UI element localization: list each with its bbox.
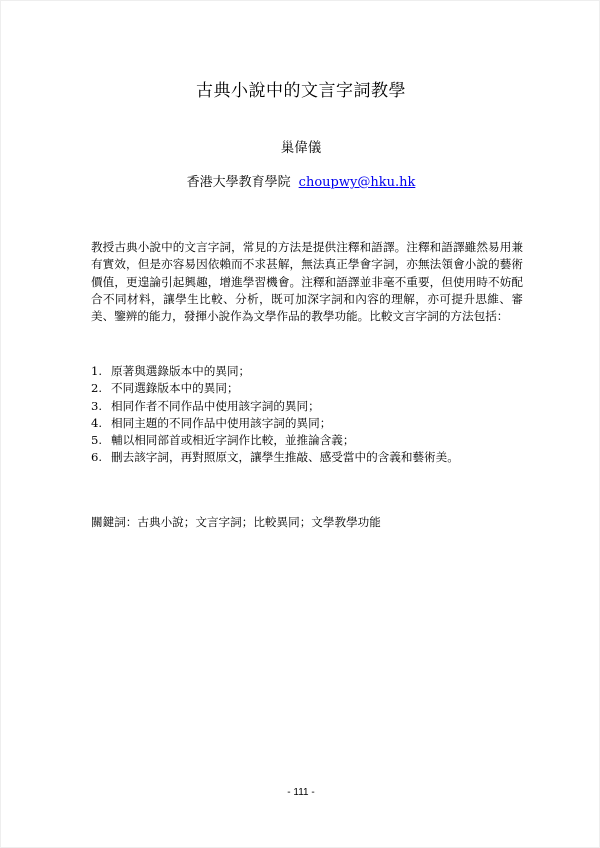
list-item-text: 原著與選錄版本中的異同； — [111, 364, 251, 378]
list-item-text: 輔以相同部首或相近字詞作比較，並推論含義； — [111, 433, 355, 448]
list-item — [91, 415, 523, 432]
author-email-link[interactable]: choupwy@hku.hk — [298, 175, 416, 190]
list-item-text: 相同作者不同作品中使用該字詞的異同； — [111, 398, 320, 413]
list-item-number: 1. — [91, 364, 103, 378]
paper-title: 古典小說中的文言字詞教學 — [196, 81, 406, 101]
page-number: - 111 - — [287, 787, 315, 798]
list-item — [91, 432, 523, 449]
method-list — [91, 363, 523, 467]
list-item-number: 6. — [91, 450, 103, 465]
list-item-number: 4. — [91, 415, 103, 430]
list-item — [91, 398, 523, 415]
list-item-number: 2. — [91, 381, 103, 396]
list-item — [91, 449, 523, 466]
institution-name: 香港大學教育學院 — [186, 175, 291, 190]
keywords-line: 關鍵詞：古典小說；文言字詞；比較異同；文學教學功能 — [91, 515, 381, 529]
list-item-text: 不同選錄版本中的異同； — [111, 381, 239, 396]
list-item-number: 3. — [91, 398, 103, 413]
author-affiliation — [1, 174, 600, 192]
abstract-paragraph: 教授古典小說中的文言字詞，常見的方法是提供注釋和語譯。注釋和語譯雖然易用兼有實效，但是亦容易因依賴而不求甚解，無法真正學會字詞，亦無法領會小說的藝術價值，更遑論引起興趣，增進學習機會。注釋和語譯並非毫不重要，但使用時不妨配合不同材料，讓學生比較、分析，既可加深字詞和內容的理解，亦可提升思維、審美、鑒辨的能力，發揮小說作為文學作品的教學功能。比較文言字詞的方法包括： — [91, 240, 523, 324]
list-item — [91, 380, 523, 397]
list-item — [91, 363, 523, 380]
list-item-number: 5. — [91, 433, 103, 448]
list-item-text: 相同主題的不同作品中使用該字詞的異同； — [111, 415, 332, 430]
author-name: 巢偉儀 — [280, 140, 322, 156]
list-item-text: 刪去該字詞，再對照原文，讓學生推敲、感受當中的含義和藝術美。 — [111, 450, 459, 465]
